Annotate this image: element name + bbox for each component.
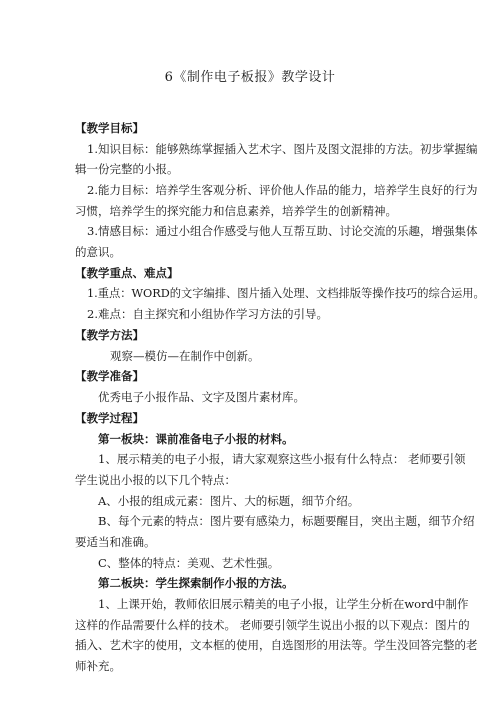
- paragraph-line: C、整体的特点：美观、艺术性强。: [98, 556, 280, 570]
- paragraph-line: 这样的作品需要什么样的技术。 老师要引领学生说出小报的以下观点：图片的: [75, 618, 470, 632]
- section-heading-objectives: 【教学目标】: [75, 121, 144, 135]
- paragraph-line: 优秀电子小报作品、文字及图片素材库。: [98, 390, 305, 404]
- paragraph-line: 要适当和准确。: [75, 535, 156, 549]
- subheading-block-two: 第二板块：学生探索制作小报的方法。: [98, 576, 294, 590]
- paragraph-line: 2.难点：自主探究和小组协作学习方法的引导。: [87, 307, 328, 321]
- paragraph-line: 2.能力目标：培养学生客观分析、评价他人作品的能力，培养学生良好的行为: [87, 183, 478, 197]
- paragraph-line: 观察—模仿—在制作中创新。: [110, 349, 260, 363]
- document-title: 6《制作电子板报》教学设计: [164, 70, 336, 85]
- paragraph-line: 插入、艺术字的使用，文本框的使用，自选图形的用法等。学生没回答完整的老: [75, 638, 478, 652]
- paragraph-line: 3.情感目标：通过小组合作感受与他人互帮互助、讨论交流的乐趣，增强集体: [87, 224, 478, 238]
- paragraph-line: B、每个元素的特点：图片要有感染力，标题要醒目，突出主题，细节介绍: [98, 514, 475, 528]
- paragraph-line: 学生说出小报的以下几个特点：: [75, 473, 236, 487]
- section-heading-methods: 【教学方法】: [75, 328, 144, 342]
- paragraph-line: A、小报的组成元素：图片、大的标题，细节介绍。: [98, 494, 360, 508]
- section-heading-preparation: 【教学准备】: [75, 369, 144, 383]
- paragraph-line: 1.重点：WORD的文字编排、图片插入处理、文档排版等操作技巧的综合运用。: [87, 287, 485, 300]
- paragraph-line: 1.知识目标：能够熟练掌握插入艺术字、图片及图文混排的方法。初步掌握编: [87, 142, 478, 156]
- subheading-block-one: 第一板块：课前准备电子小报的材料。: [98, 432, 294, 446]
- paragraph-line: 师补充。: [75, 659, 121, 673]
- paragraph-line: 辑一份完整的小报。: [75, 162, 179, 176]
- paragraph-line: 的意识。: [75, 245, 121, 259]
- section-heading-key-points: 【教学重点、难点】: [75, 266, 179, 280]
- section-heading-process: 【教学过程】: [75, 411, 144, 425]
- paragraph-line: 习惯，培养学生的探究能力和信息素养，培养学生的创新精神。: [75, 204, 397, 218]
- paragraph-line: 1、展示精美的电子小报，请大家观察这些小报有什么特点： 老师要引领: [98, 452, 466, 466]
- paragraph-line: 1、上课开始，教师依旧展示精美的电子小报，让学生分析在word中制作: [98, 597, 469, 611]
